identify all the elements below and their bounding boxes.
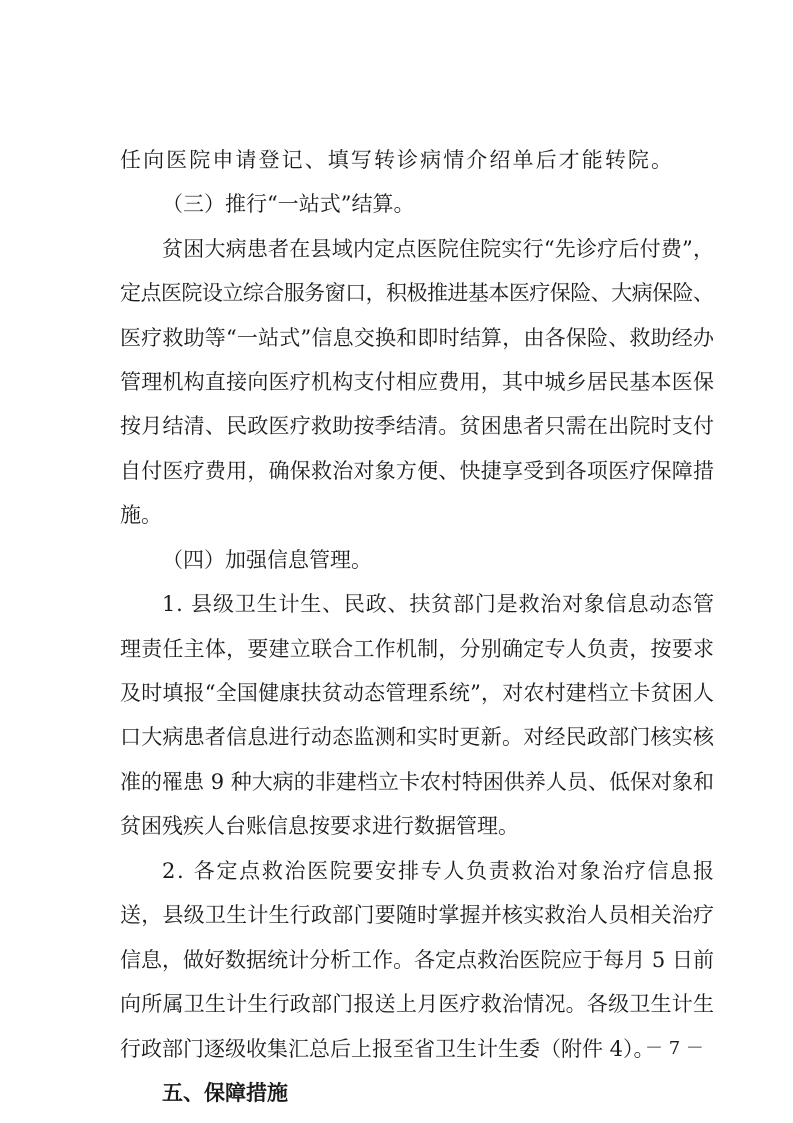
text-line: 2. 各定点救治医院要安排专人负责救治对象治疗信息报: [162, 859, 716, 883]
text-line: 自付医疗费用，确保救治对象方便、快捷享受到各项医疗保障措: [120, 459, 715, 483]
text-line: 医疗救助等“一站式”信息交换和即时结算，由各保险、救助经办: [120, 326, 715, 350]
text-line: 信息，做好数据统计分析工作。各定点救治医院应于每月 5 日前: [120, 948, 715, 972]
section-heading-4: （四）加强信息管理。: [162, 548, 372, 572]
text-line: 贫困大病患者在县域内定点医院住院实行“先诊疗后付费”，: [162, 237, 715, 261]
section-heading-3: （三）推行“一站式”结算。: [162, 192, 415, 216]
text-line: 贫困残疾人台账信息按要求进行数据管理。: [120, 814, 519, 838]
text-line: 准的罹患 9 种大病的非建档立卡农村特困供养人员、低保对象和: [120, 770, 715, 794]
text-line: 送，县级卫生计生行政部门要随时掌握并核实救治人员相关治疗: [120, 903, 715, 927]
text-line: 及时填报“全国健康扶贫动态管理系统”，对农村建档立卡贫困人: [120, 681, 715, 705]
text-line: 管理机构直接向医疗机构支付相应费用，其中城乡居民基本医保: [120, 370, 715, 394]
text-line: 向所属卫生计生行政部门报送上月医疗救治情况。各级卫生计生: [120, 992, 715, 1016]
section-heading-5: 五、保障措施: [162, 1081, 288, 1105]
text-line: 按月结清、民政医疗救助按季结清。贫困患者只需在出院时支付: [120, 414, 715, 438]
text-line: 施。: [120, 503, 162, 527]
text-line: 口大病患者信息进行动态监测和实时更新。对经民政部门核实核: [120, 725, 715, 749]
text-line: 任向医院申请登记、填写转诊病情介绍单后才能转院。: [120, 148, 675, 172]
text-line: 理责任主体，要建立联合工作机制，分别确定专人负责，按要求: [120, 637, 715, 661]
text-line: 定点医院设立综合服务窗口，积极推进基本医疗保险、大病保险、: [120, 281, 714, 305]
page-number: － 7 －: [645, 1038, 704, 1059]
text-line: 1. 县级卫生计生、民政、扶贫部门是救治对象信息动态管: [162, 592, 715, 616]
text-line: 行政部门逐级收集汇总后上报至省卫生计生委（附件 4）。: [120, 1037, 655, 1061]
